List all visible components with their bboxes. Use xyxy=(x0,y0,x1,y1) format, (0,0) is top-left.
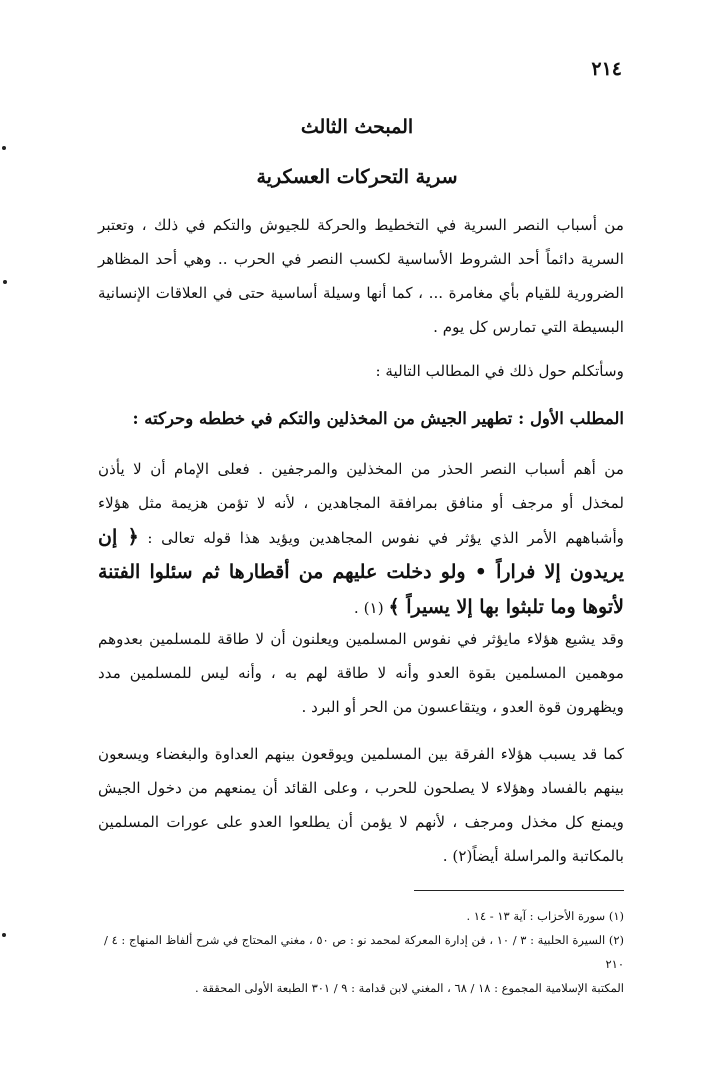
margin-mark xyxy=(2,933,6,937)
paragraph-outline: وسأتكلم حول ذلك في المطالب التالية : xyxy=(375,362,624,380)
subsection-heading: المطلب الأول : تطهير الجيش من المخذلين والتكم في خططه وحركته : xyxy=(132,409,624,428)
footnote-2: (٢) السيرة الحلبية : ٣ / ١٠ ، فن إدارة المعركة لمحمد نو : ص ٥٠ ، مغني المحتاج في شرح ألفاظ المنهاج : ٤ / ٢١٠ xyxy=(104,933,624,971)
footnotes xyxy=(84,904,624,1000)
section-title: المبحث الثالث xyxy=(300,116,414,138)
footnote-1: (١) سورة الأحزاب : آية ١٣ - ١٤ . xyxy=(466,909,624,923)
footnote-ref: (١) . xyxy=(353,599,384,617)
margin-mark xyxy=(3,280,7,284)
paragraph-text: من أهم أسباب النصر الحذر من المخذلين والمرجفين . فعلى الإمام أن لا يأذن لمخذل أو مرجف أو منافق بمرافقة المجاهدين ، لأنه لا تؤمن هزيمة مثل هؤلاء وأشباههم الأمر الذي يؤثر في نفوس المجاهدين ويؤيد هذا قوله تعالى : xyxy=(98,460,625,547)
footnote-divider xyxy=(414,890,624,891)
paragraph-division: كما قد يسبب هؤلاء الفرقة بين المسلمين ويوقعون بينهم العداوة والبغضاء ويسعون بينهم بالفساد وهؤلاء لا يصلحون للحرب ، وعلى القائد أن يمنعهم من دخول الجيش ويمنع كل مخذل ومرجف ، لأنهم لا يؤمن أن يطلعوا العدو على عورات المسلمين بالمكاتبة والمراسلة أيضاً(٢) . xyxy=(98,745,624,865)
section-subtitle: سرية التحركات العسكرية xyxy=(256,166,458,188)
paragraph-intro: من أسباب النصر السرية في التخطيط والحركة للجيوش والتكم في ذلك ، وتعتبر السرية دائماً أحد الشروط الأساسية لكسب النصر في الحرب .. وهي أحد المظاهر الضرورية للقيام بأي مغامرة ... ، كما أنها وسيلة أساسية حتى في العلاقات الإنسانية البسيطة التي تمارس كل يوم . xyxy=(98,216,624,336)
margin-mark xyxy=(2,146,6,150)
paragraph-with-verse xyxy=(98,452,624,625)
quran-verse: ﴿ إن يريدون إلا فراراً • ولو دخلت عليهم من أقطارها ثم سئلوا الفتنة لأتوها وما تلبثوا بها إلا يسيراً ﴾ xyxy=(98,526,624,618)
page-number: ٢١٤ xyxy=(591,58,622,80)
footnote-2-continued: المكتبة الإسلامية المجموع : ١٨ / ٦٨ ، المغني لابن قدامة : ٩ / ٣٠١ الطبعة الأولى المحققة . xyxy=(195,981,624,995)
paragraph-rumors: وقد يشيع هؤلاء مايؤثر في نفوس المسلمين ويعلنون أن لا طاقة للمسلمين بعدوهم موهمين المسلمين بقوة العدو وأنه لا طاقة لهم به ، وأنه ليس للمسلمين مدد ويظهرون قوة العدو ، ويتقاعسون من الحر أو البرد . xyxy=(98,630,624,716)
